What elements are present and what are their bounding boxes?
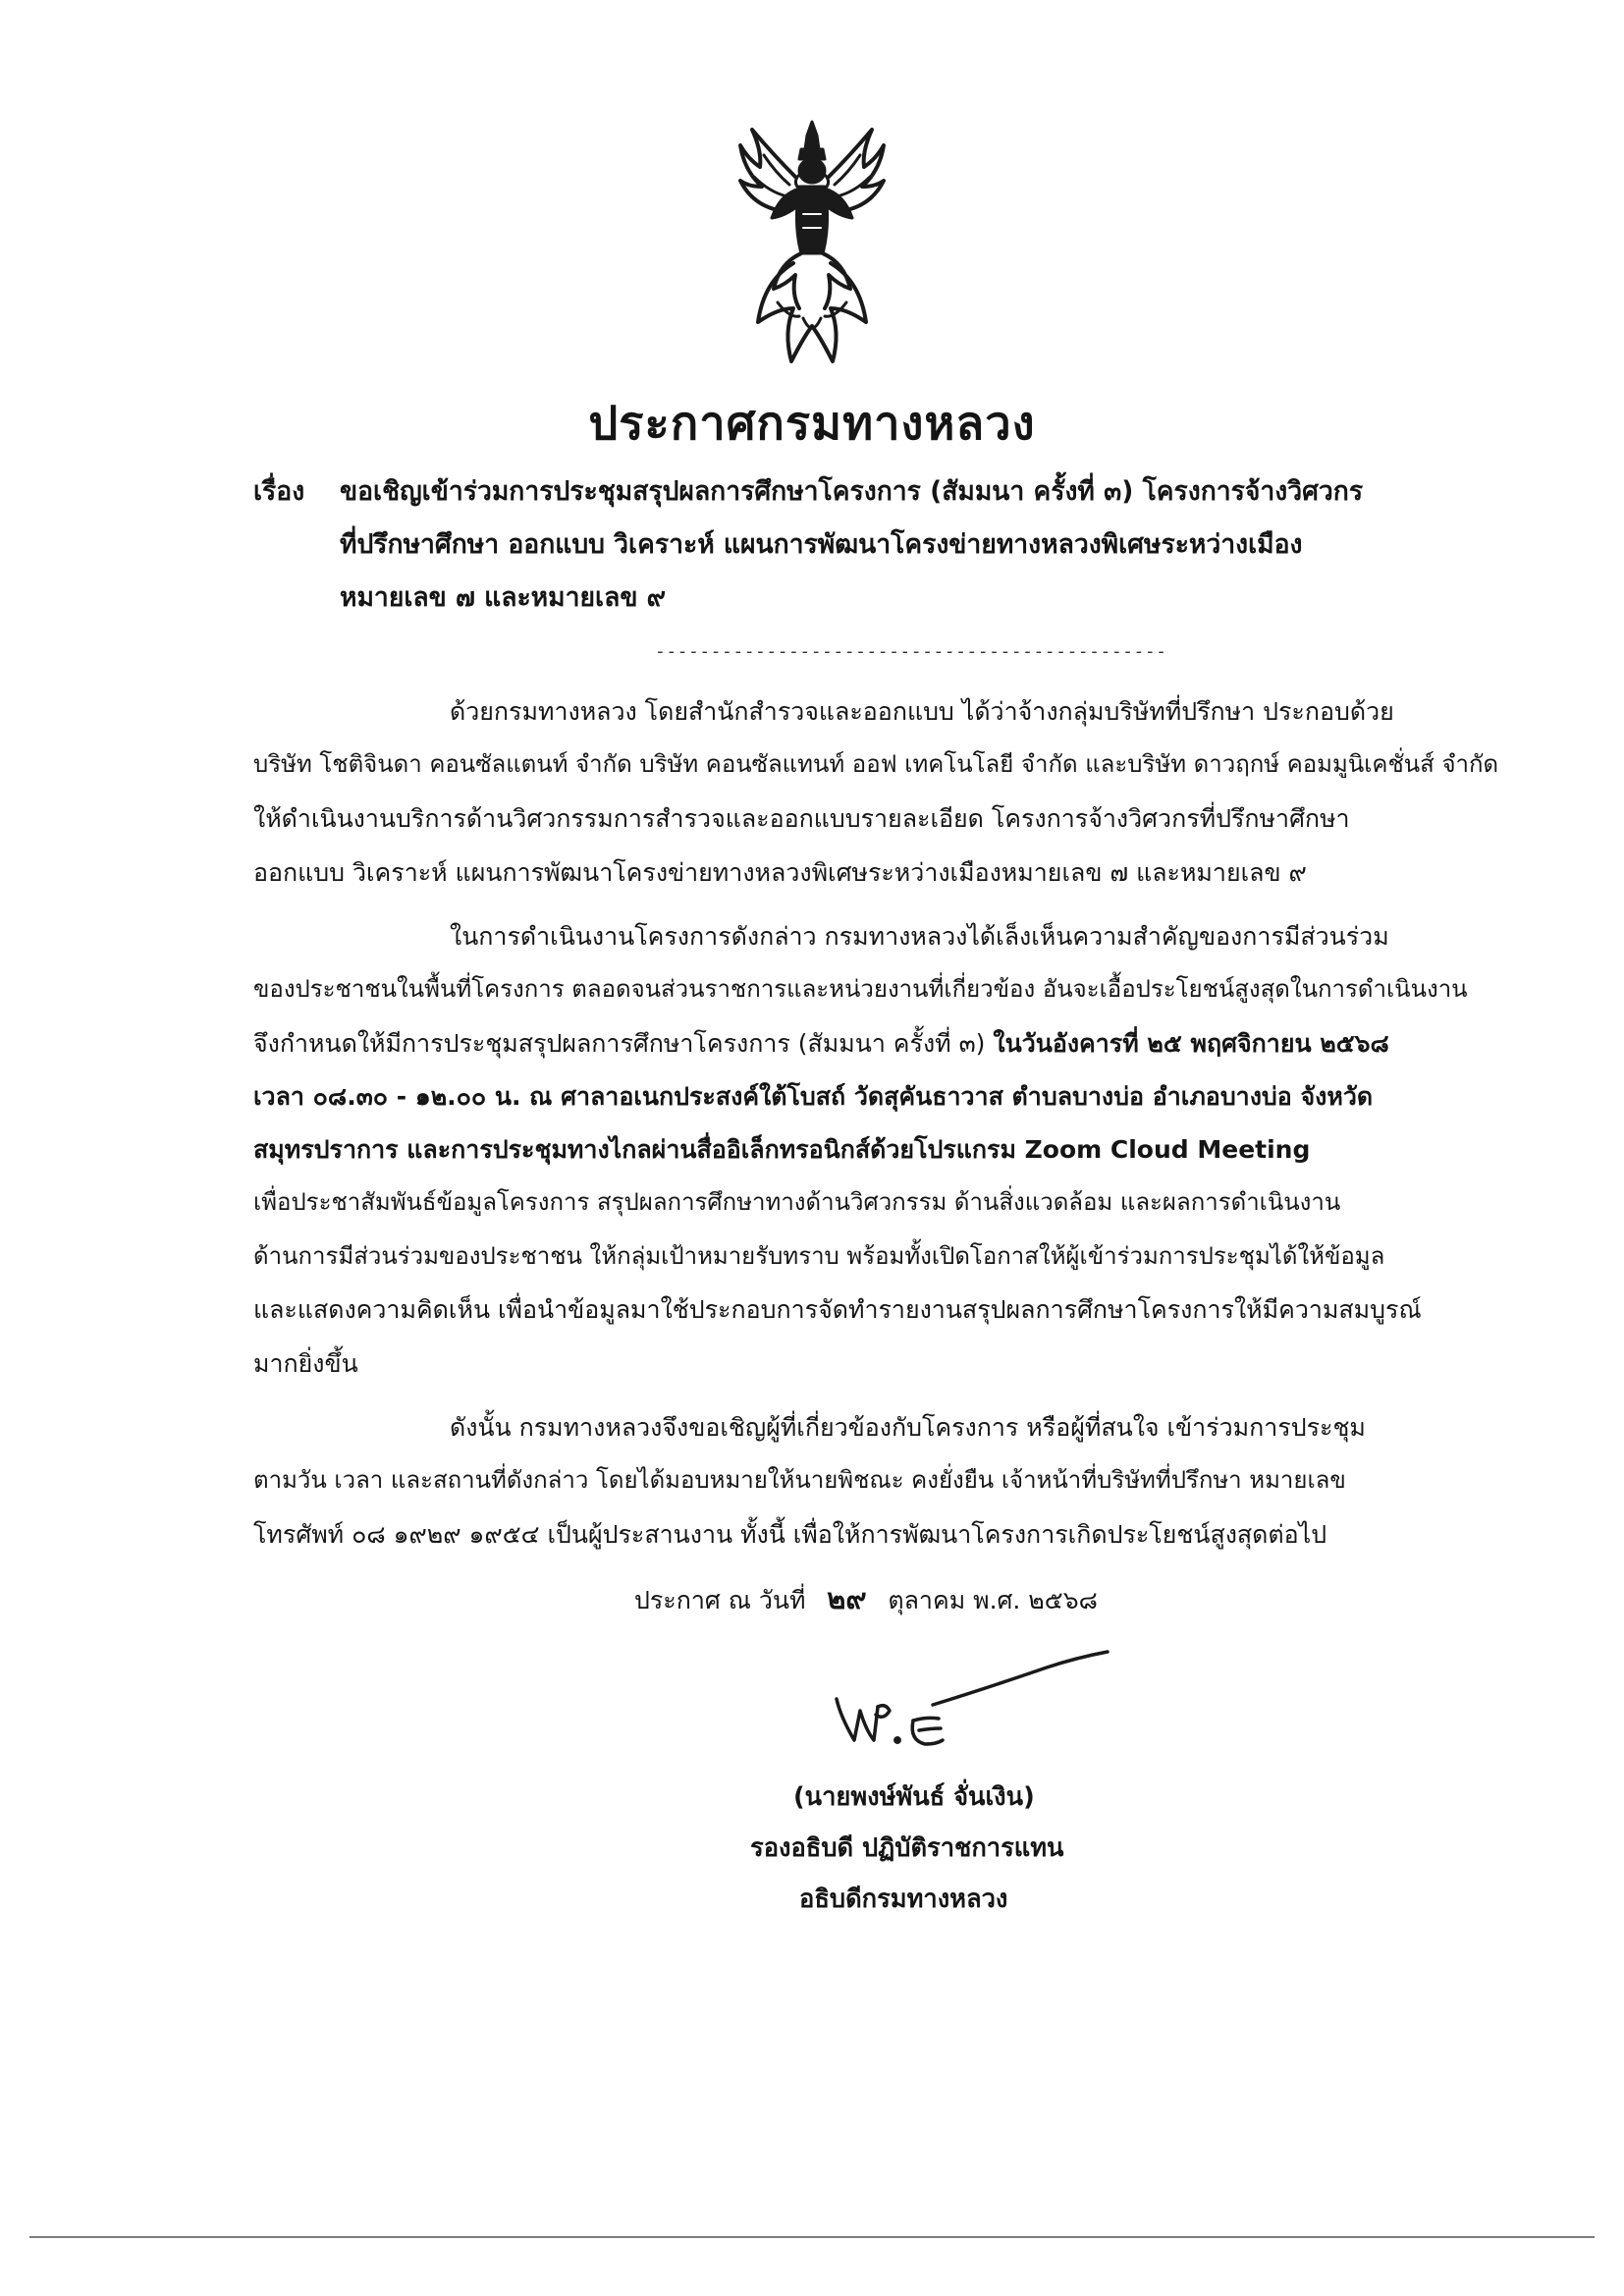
signatory-name: (นายพงษ์พันธ์ จั่นเงิน): [793, 1782, 1035, 1812]
garuda-emblem-icon: [734, 116, 890, 373]
handwritten-signature: [831, 1638, 1115, 1756]
meeting-venue-line: สมุทรปราการ และการประชุมทางไกลผ่านสื่ออิเล็กทรอนิกส์ด้วยโปรแกรม Zoom Cloud Meeting: [253, 1135, 1311, 1164]
paragraph-3-line: ตามวัน เวลา และสถานที่ดังกล่าว โดยได้มอบหมายให้นายพิชณะ คงยั่งยืน เจ้าหน้าที่บริษัทที่ปรึกษา หมายเลข: [253, 1466, 1346, 1494]
paragraph-3-line: ดังนั้น กรมทางหลวงจึงขอเชิญผู้ที่เกี่ยวข้องกับโครงการ หรือผู้ที่สนใจ เข้าร่วมการประชุม: [450, 1413, 1366, 1442]
announcement-prefix: ประกาศ ณ วันที่: [634, 1586, 806, 1614]
paragraph-3-line: โทรศัพท์ ๐๘ ๑๙๒๙ ๑๙๕๔ เป็นผู้ประสานงาน ทั้งนี้ เพื่อให้การพัฒนาโครงการเกิดประโยชน์สูงสุดต่อไป: [253, 1520, 1327, 1549]
announcement-month-year: ตุลาคม พ.ศ. ๒๕๖๘: [888, 1586, 1098, 1614]
paragraph-2-line: ด้านการมีส่วนร่วมของประชาชน ให้กลุ่มเป้าหมายรับทราบ พร้อมทั้งเปิดโอกาสให้ผู้เข้าร่วมการประชุมได้ให้ข้อมูล: [253, 1242, 1385, 1270]
paragraph-2-line: [253, 1031, 1389, 1056]
announcement-date: [634, 1582, 1098, 1615]
announcement-day: ๒๙: [827, 1582, 867, 1615]
paragraph-2-line: เพื่อประชาสัมพันธ์ข้อมูลโครงการ สรุปผลการศึกษาทางด้านวิศวกรรม ด้านสิ่งแวดล้อม และผลการดำเนินงาน: [253, 1188, 1341, 1216]
signatory-organization: อธิบดีกรมทางหลวง: [799, 1885, 1008, 1914]
subject-label: เรื่อง: [253, 476, 305, 507]
paragraph-1-line: ออกแบบ วิเคราะห์ แผนการพัฒนาโครงข่ายทางหลวงพิเศษระหว่างเมืองหมายเลข ๗ และหมายเลข ๙: [253, 858, 1307, 887]
section-divider: ----------------------------------------------: [655, 641, 1167, 662]
meeting-venue-line: เวลา ๐๘.๓๐ - ๑๒.๐๐ น. ณ ศาลาอเนกประสงค์ใต้โบสถ์ วัดสุคันธาวาส ตำบลบางบ่อ อำเภอบางบ่อ จังหวัด: [253, 1082, 1374, 1111]
subject-line: ขอเชิญเข้าร่วมการประชุมสรุปผลการศึกษาโครงการ (สัมมนา ครั้งที่ ๓) โครงการจ้างวิศวกร: [340, 476, 1364, 507]
paragraph-2-line: และแสดงความคิดเห็น เพื่อนำข้อมูลมาใช้ประกอบการจัดทำรายงานสรุปผลการศึกษาโครงการให้มีความสมบูรณ์: [253, 1295, 1422, 1324]
subject-line: หมายเลข ๗ และหมายเลข ๙: [340, 582, 667, 613]
signatory-position: รองอธิบดี ปฏิบัติราชการแทน: [750, 1833, 1064, 1863]
document-title: ประกาศกรมทางหลวง: [588, 397, 1036, 451]
paragraph-2-line: มากยิ่งขึ้น: [253, 1349, 358, 1378]
meeting-date-text: ในวันอังคารที่ ๒๕ พฤศจิกายน ๒๕๖๘: [993, 1029, 1389, 1058]
paragraph-2-text: จึงกำหนดให้มีการประชุมสรุปผลการศึกษาโครงการ (สัมมนา ครั้งที่ ๓): [253, 1029, 994, 1058]
paragraph-1-line: ให้ดำเนินงานบริการด้านวิศวกรรมการสำรวจและออกแบบรายละเอียด โครงการจ้างวิศวกรที่ปรึกษาศึกษา: [253, 804, 1350, 833]
subject-line: ที่ปรึกษาศึกษา ออกแบบ วิเคราะห์ แผนการพัฒนาโครงข่ายทางหลวงพิเศษระหว่างเมือง: [340, 529, 1303, 560]
paragraph-1-line: ด้วยกรมทางหลวง โดยสำนักสำรวจและออกแบบ ได้ว่าจ้างกลุ่มบริษัทที่ปรึกษา ประกอบด้วย: [450, 697, 1394, 726]
page-bottom-rule: [29, 2236, 1595, 2238]
paragraph-2-line: ในการดำเนินงานโครงการดังกล่าว กรมทางหลวงได้เล็งเห็นความสำคัญของการมีส่วนร่วม: [450, 922, 1389, 951]
paragraph-2-line: ของประชาชนในพื้นที่โครงการ ตลอดจนส่วนราชการและหน่วยงานที่เกี่ยวข้อง อันจะเอื้อประโยชน์สูงสุดในการดำเนินงาน: [253, 975, 1468, 1003]
paragraph-1-line: บริษัท โชติจินดา คอนซัลแตนท์ จำกัด บริษัท คอนซัลแทนท์ ออฟ เทคโนโลยี จำกัด และบริษัท ดาวฤกษ์ คอมมูนิเคชั่นส์ จำกัด: [253, 750, 1499, 778]
